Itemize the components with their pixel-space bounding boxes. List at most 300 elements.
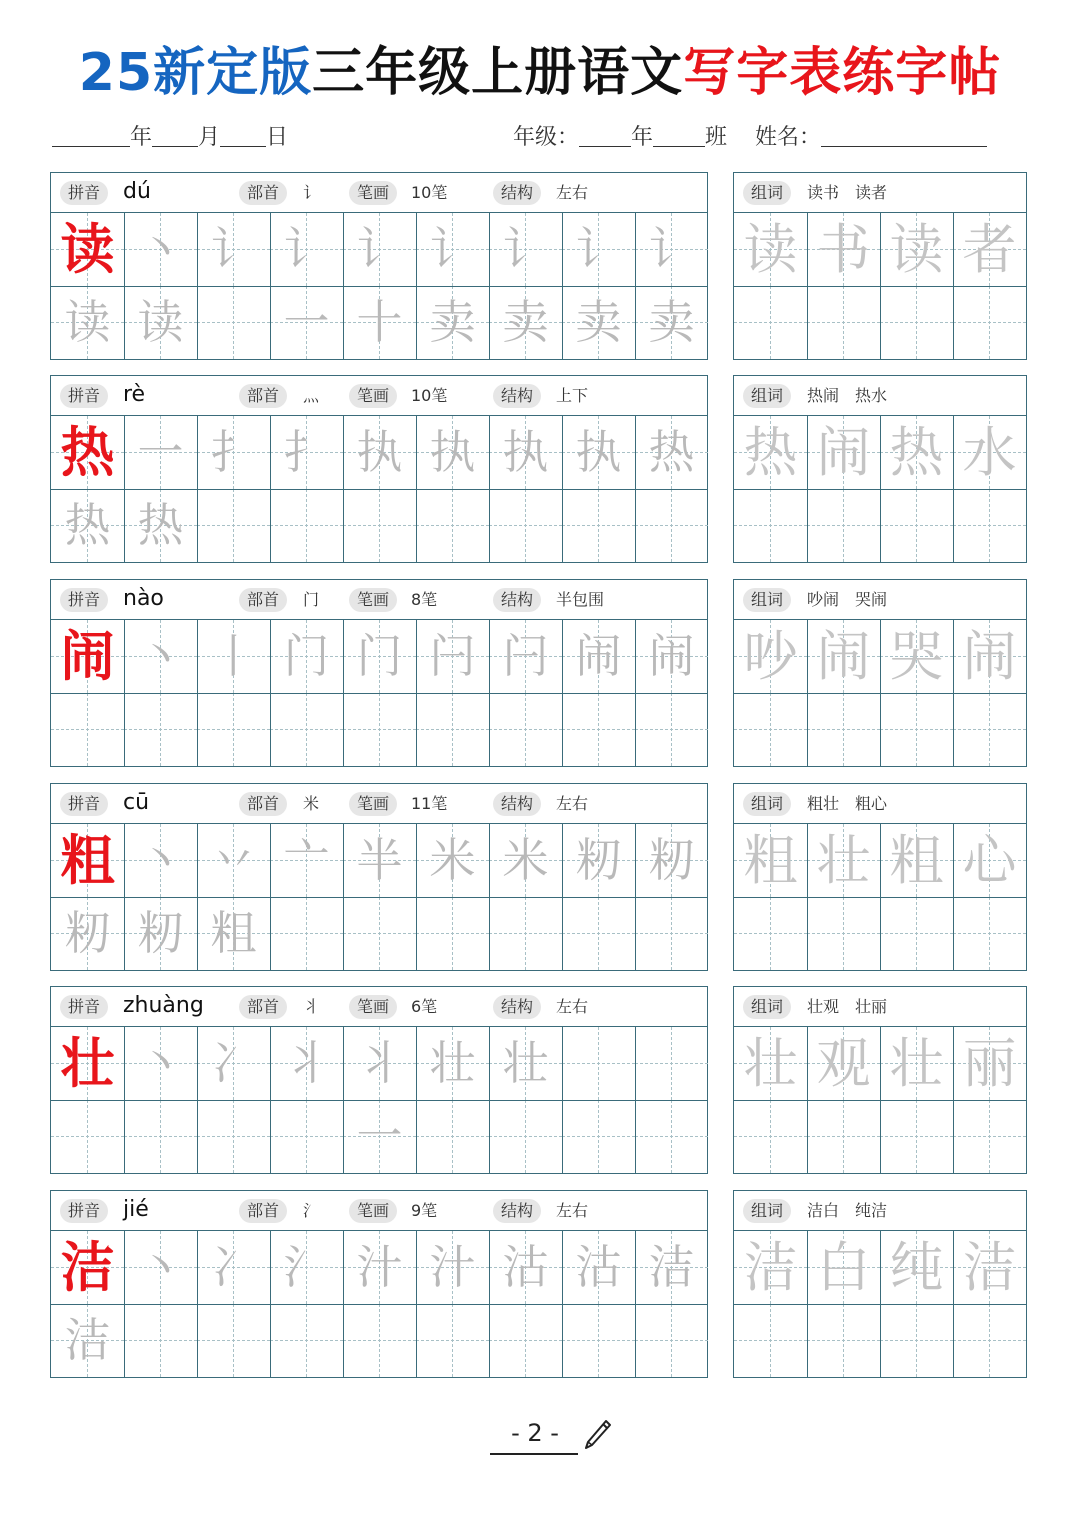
stroke-step: 籾 (648, 833, 695, 887)
words-cell[interactable] (734, 897, 807, 970)
structure-tag: 结构 (493, 588, 541, 612)
radical-tag: 部首 (239, 792, 287, 816)
writing-cell[interactable] (635, 897, 708, 970)
words-value: 粗壮 粗心 (807, 794, 888, 813)
words-cell[interactable] (953, 286, 1026, 359)
words-info-row (734, 580, 1026, 620)
words-cell[interactable] (734, 1100, 807, 1173)
pen-icon (582, 1418, 612, 1452)
writing-cell[interactable] (124, 489, 197, 562)
stroke-step: 热 (64, 498, 111, 552)
writing-cell[interactable] (197, 693, 270, 766)
word-trace-character: 哭 (889, 625, 944, 688)
words-cell[interactable] (953, 693, 1026, 766)
writing-cell[interactable] (197, 1027, 270, 1100)
writing-cell[interactable] (51, 286, 124, 359)
grid-line (734, 897, 1026, 898)
word-trace-character: 吵 (743, 625, 798, 688)
writing-cell[interactable] (51, 897, 124, 970)
stroke-step: 扌 (283, 425, 330, 479)
practice-panel (50, 1190, 708, 1378)
grid-line (51, 1304, 708, 1305)
writing-cell[interactable] (51, 1100, 124, 1173)
writing-cell[interactable] (416, 1231, 489, 1304)
writing-cell[interactable] (51, 1304, 124, 1377)
writing-cell[interactable] (562, 1100, 635, 1173)
writing-cell[interactable] (270, 416, 343, 489)
stroke-step: 执 (575, 425, 622, 479)
writing-cell[interactable] (124, 1304, 197, 1377)
model-character: 粗 (60, 828, 115, 892)
pinyin-tag: 拼音 (60, 588, 108, 612)
writing-cell[interactable] (270, 213, 343, 349)
writing-cell[interactable] (124, 286, 197, 359)
words-panel (733, 986, 1027, 1174)
radical-tag: 部首 (239, 1199, 287, 1223)
writing-cell[interactable] (489, 897, 562, 970)
words-cell[interactable] (734, 416, 807, 489)
writing-cell[interactable] (343, 1304, 416, 1377)
name-blank[interactable] (821, 120, 987, 147)
word-trace-character: 心 (962, 829, 1017, 892)
words-cell[interactable] (880, 1027, 953, 1100)
words-cell[interactable] (807, 824, 880, 897)
words-cell[interactable] (734, 286, 807, 359)
writing-cell[interactable] (489, 416, 562, 489)
words-cell[interactable] (880, 213, 953, 286)
character-block (50, 579, 1027, 769)
word-trace-character: 纯 (889, 1236, 944, 1299)
words-value: 热闹 热水 (807, 386, 888, 405)
stroke-step: 丶 (137, 833, 184, 887)
words-tag: 组词 (743, 588, 791, 612)
practice-panel (50, 783, 708, 971)
pinyin-tag: 拼音 (60, 181, 108, 205)
words-panel (733, 172, 1027, 360)
words-value: 洁白 纯洁 (807, 1201, 888, 1220)
stroke-step: 粗 (210, 906, 257, 960)
words-cell[interactable] (807, 1100, 880, 1173)
words-cell[interactable] (734, 693, 807, 766)
title-part-blue: 25新定版 (78, 43, 313, 103)
writing-cell[interactable] (635, 620, 708, 693)
word-trace-character: 闹 (962, 625, 1017, 688)
writing-cell[interactable] (343, 620, 416, 693)
writing-cell[interactable] (562, 620, 635, 693)
writing-cell[interactable] (124, 1231, 197, 1304)
writing-cell[interactable] (562, 489, 635, 562)
month-blank[interactable] (152, 120, 198, 147)
words-cell[interactable] (880, 489, 953, 562)
writing-cell[interactable] (197, 489, 270, 562)
words-cell[interactable] (734, 620, 807, 693)
structure-tag: 结构 (493, 792, 541, 816)
stroke-step: 氵 (283, 1240, 330, 1294)
grid-line (51, 693, 708, 694)
stroke-step: 门 (283, 629, 330, 683)
date-line (52, 120, 288, 156)
writing-cell[interactable] (197, 824, 270, 897)
year-blank[interactable] (52, 120, 130, 147)
writing-cell[interactable] (635, 1304, 708, 1377)
writing-cell[interactable] (124, 824, 197, 897)
strokes-tag: 笔画 (349, 588, 397, 612)
word-trace-character: 壮 (889, 1032, 944, 1095)
writing-cell[interactable] (489, 693, 562, 766)
words-panel (733, 783, 1027, 971)
writing-cell[interactable] (343, 693, 416, 766)
day-blank[interactable] (220, 120, 266, 147)
words-cell[interactable] (807, 693, 880, 766)
structure-tag: 结构 (493, 384, 541, 408)
writing-cell[interactable] (197, 620, 270, 693)
words-cell[interactable] (880, 897, 953, 970)
writing-cell[interactable] (197, 416, 270, 489)
day-label: 日 (266, 125, 289, 150)
writing-cell[interactable] (416, 824, 489, 897)
practice-panel (50, 986, 708, 1174)
stroke-step: 闹 (575, 629, 622, 683)
writing-cell[interactable] (270, 489, 343, 562)
structure-value: 半包围 (556, 590, 605, 609)
word-trace-character: 丽 (962, 1032, 1017, 1095)
practice-panel (50, 375, 708, 563)
words-cell[interactable] (734, 213, 807, 286)
strokes-tag: 笔画 (349, 995, 397, 1019)
words-cell[interactable] (953, 620, 1026, 693)
writing-cell[interactable] (416, 1027, 489, 1100)
model-character: 闹 (60, 624, 115, 688)
stroke-step: 讠卖 (575, 222, 622, 349)
grade-label: 年级： (513, 125, 580, 150)
words-panel (733, 375, 1027, 563)
writing-cell[interactable] (270, 1100, 343, 1173)
words-cell[interactable] (880, 693, 953, 766)
stroke-step: 丶 (137, 222, 184, 276)
info-row (51, 987, 707, 1027)
structure-value: 上下 (556, 386, 589, 405)
words-cell[interactable] (953, 1231, 1026, 1304)
words-panel (733, 579, 1027, 767)
stroke-step: 执 (502, 425, 549, 479)
writing-cell[interactable] (416, 1304, 489, 1377)
writing-cell[interactable] (51, 693, 124, 766)
words-cell[interactable] (734, 489, 807, 562)
writing-cell[interactable] (635, 1231, 708, 1304)
writing-cell[interactable] (562, 1027, 635, 1100)
grid-line (734, 693, 1026, 694)
words-cell[interactable] (880, 286, 953, 359)
stroke-step: 一 (137, 425, 184, 479)
words-cell[interactable] (807, 416, 880, 489)
writing-cell[interactable] (51, 1027, 124, 1100)
practice-panel (50, 579, 708, 767)
info-row (51, 580, 707, 620)
words-cell[interactable] (807, 1027, 880, 1100)
pinyin-value: cū (123, 790, 150, 815)
grade-blank[interactable] (579, 120, 631, 147)
grid-line (734, 286, 1026, 287)
writing-cell[interactable] (416, 416, 489, 489)
stroke-step: 执 (429, 425, 476, 479)
writing-cell[interactable] (343, 416, 416, 489)
words-cell[interactable] (880, 1100, 953, 1173)
writing-cell[interactable] (416, 620, 489, 693)
writing-cell[interactable] (343, 213, 416, 349)
name-label: 姓名： (755, 125, 822, 150)
class-blank[interactable] (653, 120, 705, 147)
writing-cell[interactable] (635, 824, 708, 897)
stroke-step: 热 (137, 498, 184, 552)
words-cell[interactable] (880, 1231, 953, 1304)
writing-cell[interactable] (51, 824, 124, 897)
radical-value: 讠 (303, 183, 320, 202)
info-row (51, 376, 707, 416)
words-value: 壮观 壮丽 (807, 997, 888, 1016)
writing-cell[interactable] (635, 1100, 708, 1173)
word-trace-character: 白 (816, 1236, 871, 1299)
words-cell[interactable] (953, 1027, 1026, 1100)
writing-cell[interactable] (343, 897, 416, 970)
stroke-step: 籾 (575, 833, 622, 887)
writing-cell[interactable] (197, 897, 270, 970)
words-cell[interactable] (953, 1100, 1026, 1173)
stroke-step: 执 (356, 425, 403, 479)
pinyin-value: nào (123, 586, 164, 611)
writing-cell[interactable] (51, 416, 124, 489)
words-cell[interactable] (807, 620, 880, 693)
writing-cell[interactable] (124, 897, 197, 970)
word-trace-character: 热 (889, 421, 944, 484)
words-cell[interactable] (880, 824, 953, 897)
writing-cell[interactable] (51, 620, 124, 693)
stroke-step: 闩 (502, 629, 549, 683)
stroke-step: 汁 (356, 1240, 403, 1294)
writing-cell[interactable] (124, 213, 197, 286)
writing-cell[interactable] (270, 897, 343, 970)
stroke-step: 扌 (210, 425, 257, 479)
strokes-tag: 笔画 (349, 384, 397, 408)
stroke-step: 丬 (283, 1036, 330, 1090)
word-trace-character: 读 (889, 218, 944, 281)
grid-line (734, 489, 1026, 490)
stroke-step: 丶 (137, 629, 184, 683)
writing-cell[interactable] (562, 1304, 635, 1377)
writing-cell[interactable] (489, 1100, 562, 1173)
writing-cell[interactable] (635, 416, 708, 489)
writing-cell[interactable] (562, 1231, 635, 1304)
words-info-row (734, 173, 1026, 213)
words-cell[interactable] (734, 824, 807, 897)
stroke-step: 米 (429, 833, 476, 887)
character-block (50, 172, 1027, 362)
writing-cell[interactable] (489, 489, 562, 562)
writing-cell[interactable] (270, 693, 343, 766)
words-tag: 组词 (743, 792, 791, 816)
word-trace-character: 粗 (889, 829, 944, 892)
stroke-step: 丨 (210, 629, 257, 683)
writing-cell[interactable] (270, 620, 343, 693)
stroke-step: 沽 (575, 1240, 622, 1294)
stroke-step: 热 (648, 425, 695, 479)
writing-cell[interactable] (416, 489, 489, 562)
writing-cell[interactable] (124, 416, 197, 489)
words-cell[interactable] (734, 1231, 807, 1304)
writing-cell[interactable] (197, 1231, 270, 1304)
radical-value: 丬 (303, 997, 320, 1016)
word-trace-character: 洁 (962, 1236, 1017, 1299)
structure-value: 左右 (556, 997, 589, 1016)
writing-cell[interactable] (416, 897, 489, 970)
writing-cell[interactable] (124, 1100, 197, 1173)
writing-cell[interactable] (51, 1231, 124, 1304)
model-character: 热 (60, 420, 115, 484)
writing-cell[interactable] (51, 213, 124, 286)
character-block (50, 783, 1027, 973)
words-cell[interactable] (953, 897, 1026, 970)
words-tag: 组词 (743, 995, 791, 1019)
writing-cell[interactable] (270, 1304, 343, 1377)
words-cell[interactable] (734, 1027, 807, 1100)
radical-value: 门 (303, 590, 320, 609)
writing-cell[interactable] (343, 489, 416, 562)
grade-year-label: 年 (631, 125, 654, 150)
model-character: 壮 (60, 1031, 115, 1095)
writing-cell[interactable] (343, 1027, 416, 1163)
writing-cell[interactable] (635, 213, 708, 349)
writing-cell[interactable] (562, 693, 635, 766)
strokes-value: 8笔 (411, 590, 438, 609)
writing-cell[interactable] (562, 213, 635, 349)
writing-cell[interactable] (635, 1027, 708, 1100)
structure-tag: 结构 (493, 1199, 541, 1223)
words-cell[interactable] (807, 1231, 880, 1304)
stroke-step: 冫 (210, 1036, 257, 1090)
stroke-step: 壮 (429, 1036, 476, 1090)
stroke-step: 讠卖 (502, 222, 549, 349)
structure-tag: 结构 (493, 995, 541, 1019)
stroke-step: 半 (356, 833, 403, 887)
practice-panel (50, 172, 708, 360)
stroke-step: 洁 (64, 1313, 111, 1367)
words-cell[interactable] (807, 286, 880, 359)
model-character: 洁 (60, 1235, 115, 1299)
stroke-step: 丬一 (356, 1036, 403, 1163)
word-trace-character: 读 (743, 218, 798, 281)
pinyin-value: zhuàng (123, 993, 204, 1018)
writing-cell[interactable] (489, 213, 562, 349)
stroke-step: 讠卖 (648, 222, 695, 349)
writing-cell[interactable] (197, 1100, 270, 1173)
pinyin-tag: 拼音 (60, 1199, 108, 1223)
words-info-row (734, 1191, 1026, 1231)
writing-cell[interactable] (489, 1027, 562, 1100)
page-number: - 2 - (511, 1419, 559, 1447)
pinyin-tag: 拼音 (60, 995, 108, 1019)
words-info-row (734, 376, 1026, 416)
stroke-step: 讠 (210, 222, 257, 276)
words-tag: 组词 (743, 181, 791, 205)
stroke-step: 讠十 (356, 222, 403, 349)
words-cell[interactable] (807, 1304, 880, 1377)
writing-cell[interactable] (635, 489, 708, 562)
words-cell[interactable] (953, 213, 1026, 286)
word-trace-character: 水 (962, 421, 1017, 484)
writing-cell[interactable] (562, 824, 635, 897)
writing-cell[interactable] (489, 1304, 562, 1377)
words-cell[interactable] (953, 416, 1026, 489)
word-trace-character: 者 (962, 218, 1017, 281)
strokes-value: 9笔 (411, 1201, 438, 1220)
pinyin-tag: 拼音 (60, 792, 108, 816)
words-cell[interactable] (880, 620, 953, 693)
stroke-step: 沽 (502, 1240, 549, 1294)
writing-cell[interactable] (635, 693, 708, 766)
writing-cell[interactable] (270, 1231, 343, 1304)
writing-cell[interactable] (197, 286, 270, 359)
words-cell[interactable] (807, 213, 880, 286)
writing-cell[interactable] (489, 620, 562, 693)
model-character: 读 (60, 217, 115, 281)
writing-cell[interactable] (124, 620, 197, 693)
word-trace-character: 闹 (816, 625, 871, 688)
writing-cell[interactable] (197, 213, 270, 286)
words-cell[interactable] (880, 1304, 953, 1377)
writing-cell[interactable] (124, 693, 197, 766)
writing-cell[interactable] (124, 1027, 197, 1100)
word-trace-character: 洁 (743, 1236, 798, 1299)
info-row (51, 784, 707, 824)
writing-cell[interactable] (343, 1231, 416, 1304)
strokes-tag: 笔画 (349, 1199, 397, 1223)
words-cell[interactable] (734, 1304, 807, 1377)
words-tag: 组词 (743, 384, 791, 408)
words-cell[interactable] (953, 489, 1026, 562)
writing-cell[interactable] (197, 1304, 270, 1377)
stroke-step: 讠一 (283, 222, 330, 349)
stroke-step: 冫 (210, 1240, 257, 1294)
words-cell[interactable] (880, 416, 953, 489)
writing-cell[interactable] (562, 897, 635, 970)
writing-cell[interactable] (416, 213, 489, 349)
writing-cell[interactable] (270, 824, 343, 897)
class-label: 班 (705, 125, 728, 150)
pinyin-value: jié (123, 1197, 149, 1222)
strokes-value: 6笔 (411, 997, 438, 1016)
words-cell[interactable] (953, 824, 1026, 897)
character-block (50, 1190, 1027, 1380)
words-cell[interactable] (953, 1304, 1026, 1377)
writing-cell[interactable] (416, 693, 489, 766)
page-footer (490, 1416, 630, 1456)
stroke-step: 壮 (502, 1036, 549, 1090)
writing-cell[interactable] (343, 824, 416, 897)
radical-value: 米 (303, 794, 320, 813)
stroke-step: 读 (137, 295, 184, 349)
writing-cell[interactable] (562, 416, 635, 489)
stroke-step: 洁 (648, 1240, 695, 1294)
writing-cell[interactable] (270, 1027, 343, 1100)
words-cell[interactable] (807, 489, 880, 562)
writing-cell[interactable] (416, 1100, 489, 1173)
word-trace-character: 壮 (816, 829, 871, 892)
word-trace-character: 观 (816, 1032, 871, 1095)
writing-cell[interactable] (489, 1231, 562, 1304)
words-cell[interactable] (807, 897, 880, 970)
writing-cell[interactable] (51, 489, 124, 562)
writing-cell[interactable] (489, 824, 562, 897)
year-label: 年 (130, 125, 153, 150)
